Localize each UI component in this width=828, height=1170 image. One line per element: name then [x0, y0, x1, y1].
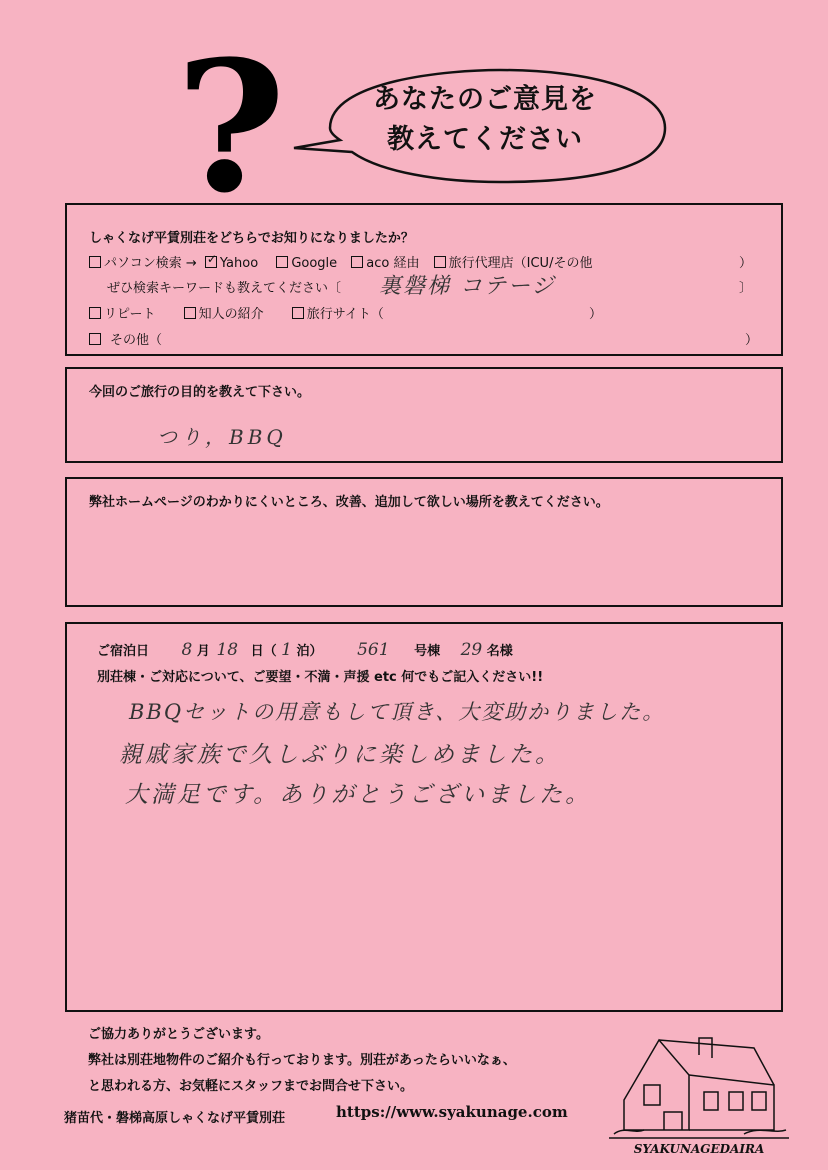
- travel-site-label: 旅行サイト（: [306, 307, 384, 322]
- repeat-checkbox[interactable]: [89, 307, 101, 319]
- bubble-line-2: 教えてください: [387, 124, 583, 155]
- google-label: Google: [291, 256, 338, 271]
- yahoo-label: Yahoo: [219, 256, 259, 271]
- agency-checkbox[interactable]: [434, 256, 446, 268]
- purpose-answer: つり，BBQ: [157, 425, 287, 449]
- pc-search-label: パソコン検索 →: [104, 256, 197, 271]
- aco-label: aco 経由: [366, 256, 420, 271]
- comment-line-3: 大満足です。ありがとうございました。: [125, 782, 592, 808]
- month-value: 8: [181, 640, 193, 660]
- aco-checkbox[interactable]: [351, 256, 363, 268]
- day-label: 日（: [250, 644, 277, 659]
- row-4-close: ）: [745, 333, 759, 348]
- referral-label: 知人の紹介: [198, 307, 264, 322]
- month-label: 月: [196, 644, 210, 659]
- stay-info-row: [97, 640, 513, 660]
- other-label: その他（: [110, 333, 163, 348]
- keyword-label: ぜひ検索キーワードも教えてください〔: [107, 281, 342, 296]
- building-label: 号棟: [414, 644, 441, 659]
- footer-line-2: 弊社は別荘地物件のご紹介も行っております。別荘があったらいいなぁ、: [88, 1053, 516, 1068]
- footer-url[interactable]: https://www.syakunage.com: [336, 1103, 568, 1121]
- repeat-label: リピート: [104, 307, 156, 322]
- guests-label: 名様: [486, 644, 513, 659]
- footer-thanks: ご協力ありがとうございます。: [88, 1027, 269, 1042]
- travel-site-checkbox[interactable]: [292, 307, 304, 319]
- comment-line-1: BBQセットの用意もして頂き、大変助かりました。: [129, 700, 666, 724]
- source-question: しゃくなげ平賃別荘をどちらでお知りになりましたか？: [89, 231, 414, 246]
- referral-checkbox[interactable]: [184, 307, 196, 319]
- agency-label: 旅行代理店（ICU/その他: [448, 256, 593, 271]
- building-value: 561: [357, 640, 390, 660]
- purpose-question: 今回のご旅行の目的を教えて下さい。: [89, 385, 311, 400]
- source-row-4: [89, 329, 162, 348]
- nights-value: 1: [281, 640, 292, 660]
- nights-label: 泊）: [296, 644, 323, 659]
- row-2-close: 〕: [739, 281, 753, 296]
- yahoo-checkbox[interactable]: ✓: [206, 252, 217, 266]
- row-3-close: ）: [589, 307, 603, 322]
- pc-search-checkbox[interactable]: [89, 256, 101, 268]
- website-section: [65, 477, 783, 607]
- comment-line-2: 親戚家族で久しぶりに楽しめました。: [119, 742, 561, 768]
- guests-value: 29: [460, 640, 483, 660]
- google-checkbox[interactable]: [276, 256, 288, 268]
- other-checkbox[interactable]: [89, 333, 101, 345]
- logo-text: SYAKUNAGEDAIRA: [633, 1142, 765, 1156]
- source-section: [65, 203, 783, 356]
- house-logo-icon: [604, 1030, 794, 1158]
- footer-company: 猪苗代・磐梯高原しゃくなげ平賃別荘: [64, 1111, 286, 1126]
- footer-line-3: と思われる方、お気軽にスタッフまでお問合せ下さい。: [88, 1079, 414, 1094]
- source-row-3: [89, 303, 384, 322]
- stay-prompt: 別荘棟・ご対応について、ご要望・不満・声援 etc 何でもご記入ください!!: [97, 670, 544, 685]
- question-mark-icon: ?: [175, 22, 287, 233]
- row-1-close: ）: [739, 256, 753, 271]
- keyword-value: 裏磐梯 コテージ: [379, 274, 556, 299]
- purpose-section: [65, 367, 783, 463]
- bubble-line-1: あなたのご意見を: [373, 84, 597, 115]
- stay-label: ご宿泊日: [97, 644, 150, 659]
- website-question: 弊社ホームページのわかりにくいところ、改善、追加して欲しい場所を教えてください。: [89, 495, 609, 510]
- day-value: 18: [216, 640, 239, 660]
- bubble-text: [330, 80, 640, 160]
- stay-section: [65, 622, 783, 1012]
